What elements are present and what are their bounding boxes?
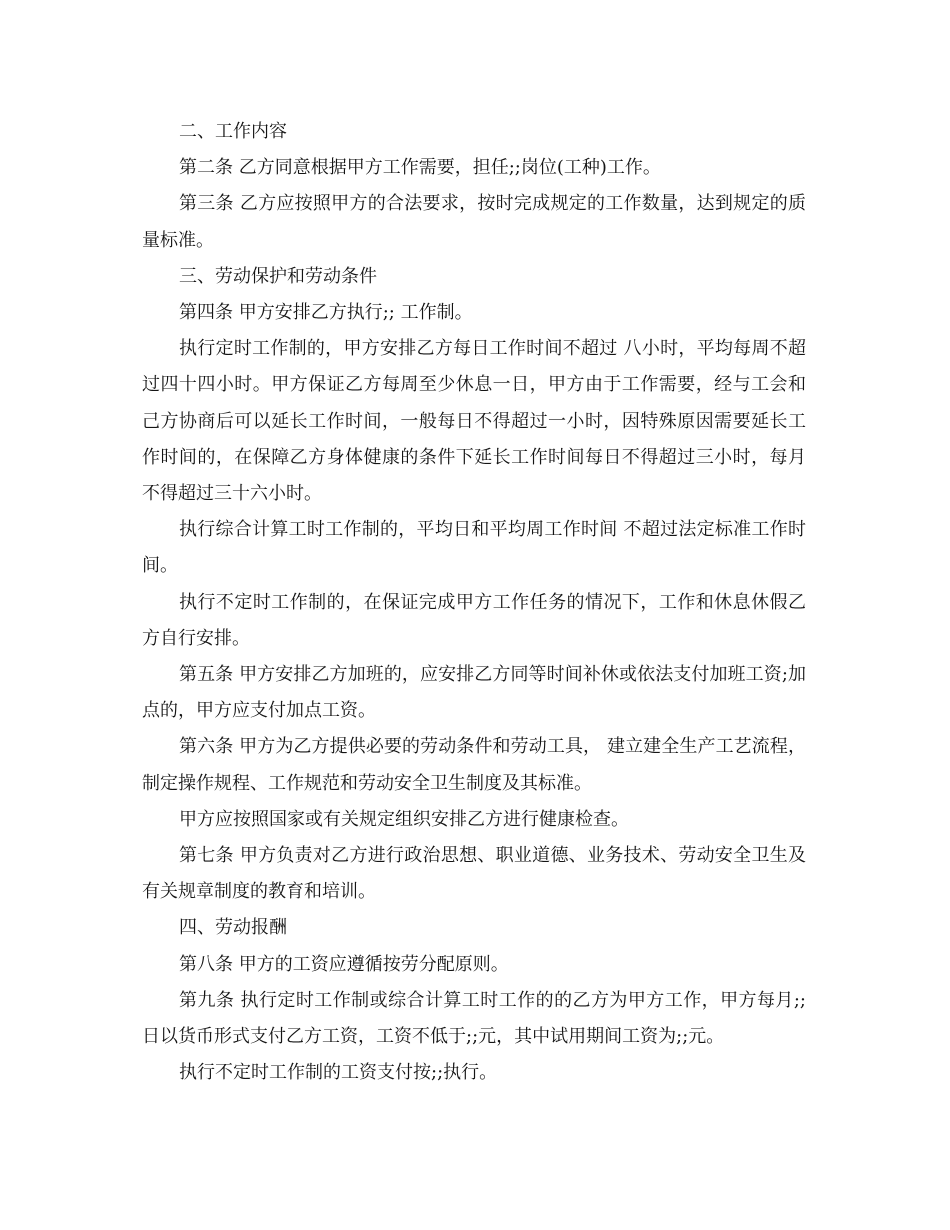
flexible-hours-paragraph: 执行不定时工作制的，在保证完成甲方工作任务的情况下，工作和休息休假乙方自行安排。: [142, 591, 806, 649]
section-heading-remuneration: 四、劳动报酬: [179, 917, 287, 939]
article-4: 第四条 甲方安排乙方执行;; 工作制。: [179, 302, 473, 324]
article-7: 第七条 甲方负责对乙方进行政治思想、职业道德、业务技术、劳动安全卫生及有关规章制度的教育和培训。: [142, 845, 806, 903]
comprehensive-hours-paragraph: 执行综合计算工时工作制的，平均日和平均周工作时间 不超过法定标准工作时间。: [142, 519, 806, 577]
health-check-paragraph: 甲方应按照国家或有关规定组织安排乙方进行健康检查。: [179, 808, 629, 830]
article-2: 第二条 乙方同意根据甲方工作需要，担任;;岗位(工种)工作。: [179, 157, 661, 179]
article-9: 第九条 执行定时工作制或综合计算工时工作的的乙方为甲方工作，甲方每月;;日以货币形式支付乙方工资，工资不低于;;元，其中试用期间工资为;;元。: [142, 989, 806, 1048]
section-heading-labor-protection: 三、劳动保护和劳动条件: [179, 265, 377, 287]
section-heading-work-content: 二、工作内容: [179, 121, 287, 142]
article-3: 第三条 乙方应按照甲方的合法要求，按时完成规定的工作数量，达到规定的质量标准。: [142, 193, 806, 251]
document-body: [142, 114, 806, 1091]
flexible-wage-paragraph: 执行不定时工作制的工资支付按;;执行。: [179, 1062, 498, 1084]
article-8: 第八条 甲方的工资应遵循按劳分配原则。: [179, 953, 509, 975]
article-6: 第六条 甲方为乙方提供必要的劳动条件和劳动工具， 建立建全生产工艺流程， 制定操作规程、工作规范和劳动安全卫生制度及其标准。: [142, 736, 806, 794]
article-5: 第五条 甲方安排乙方加班的，应安排乙方同等时间补休或依法支付加班工资;加点的，甲方应支付加点工资。: [142, 664, 806, 722]
standard-hours-paragraph: 执行定时工作制的，甲方安排乙方每日工作时间不超过 八小时，平均每周不超过四十四小时。甲方保证乙方每周至少休息一日，甲方由于工作需要，经与工会和己方协商后可以延长工作时间，一般每日不得超过一小时，因特殊原因需要延长工作时间的，在保障乙方身体健康的条件下延长工作时间每日不得超过三小时，每月不得超过三十六小时。: [142, 338, 806, 505]
